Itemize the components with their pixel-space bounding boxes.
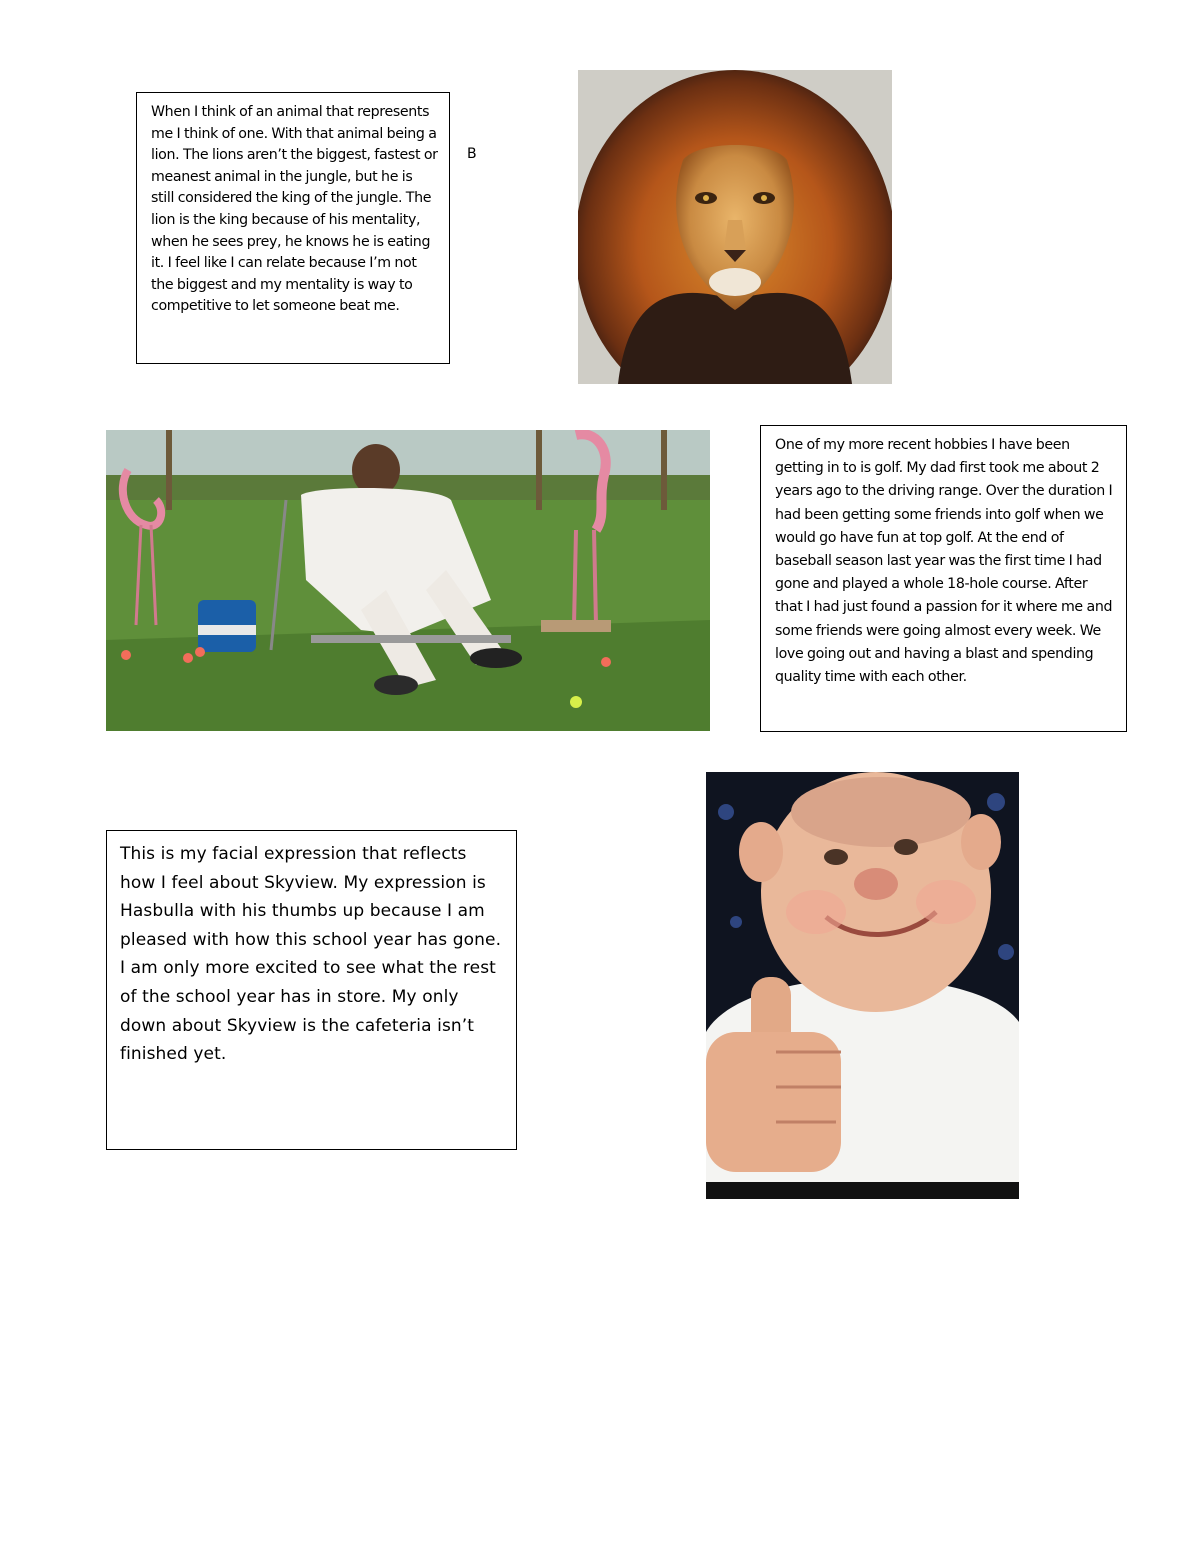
animal-paragraph: When I think of an animal that represents me I think of one. With that animal being a lion. The lions aren’t the biggest, fastest or meanest animal in the jungle, but he is still considered the king of the jungle. The lion is the king because of his mentality, when he sees prey, he knows he is eating it. I feel like I can relate because I’m not the biggest and my mentality is way to competitive to let someone beat me. bbox=[151, 104, 438, 315]
thumbs-up-photo bbox=[706, 772, 1019, 1199]
hobby-textbox bbox=[760, 425, 1127, 732]
hobby-paragraph: One of my more recent hobbies I have been getting in to is golf. My dad first took me about 2 years ago to the driving range. Over the duration I had been getting some friends into golf when we would go have fun at top golf. At the end of baseball season last year was the first time I had gone and played a whole 18-hole course. After that I had just found a passion for it where me and some friends were going almost every week. We love going out and having a blast and spending quality time with each other. bbox=[775, 437, 1113, 686]
golf-course-photo bbox=[106, 430, 710, 731]
animal-textbox bbox=[136, 92, 450, 364]
lion-photo bbox=[578, 70, 892, 384]
expression-paragraph: This is my facial expression that reflects how I feel about Skyview. My expression is Hasbulla with his thumbs up because I am pleased with how this school year has gone. I am only more excited to see what the rest of the school year has in store. My only down about Skyview is the cafeteria isn’t finished yet. bbox=[120, 844, 502, 1065]
stray-character: B bbox=[467, 146, 477, 162]
expression-textbox bbox=[106, 830, 517, 1150]
